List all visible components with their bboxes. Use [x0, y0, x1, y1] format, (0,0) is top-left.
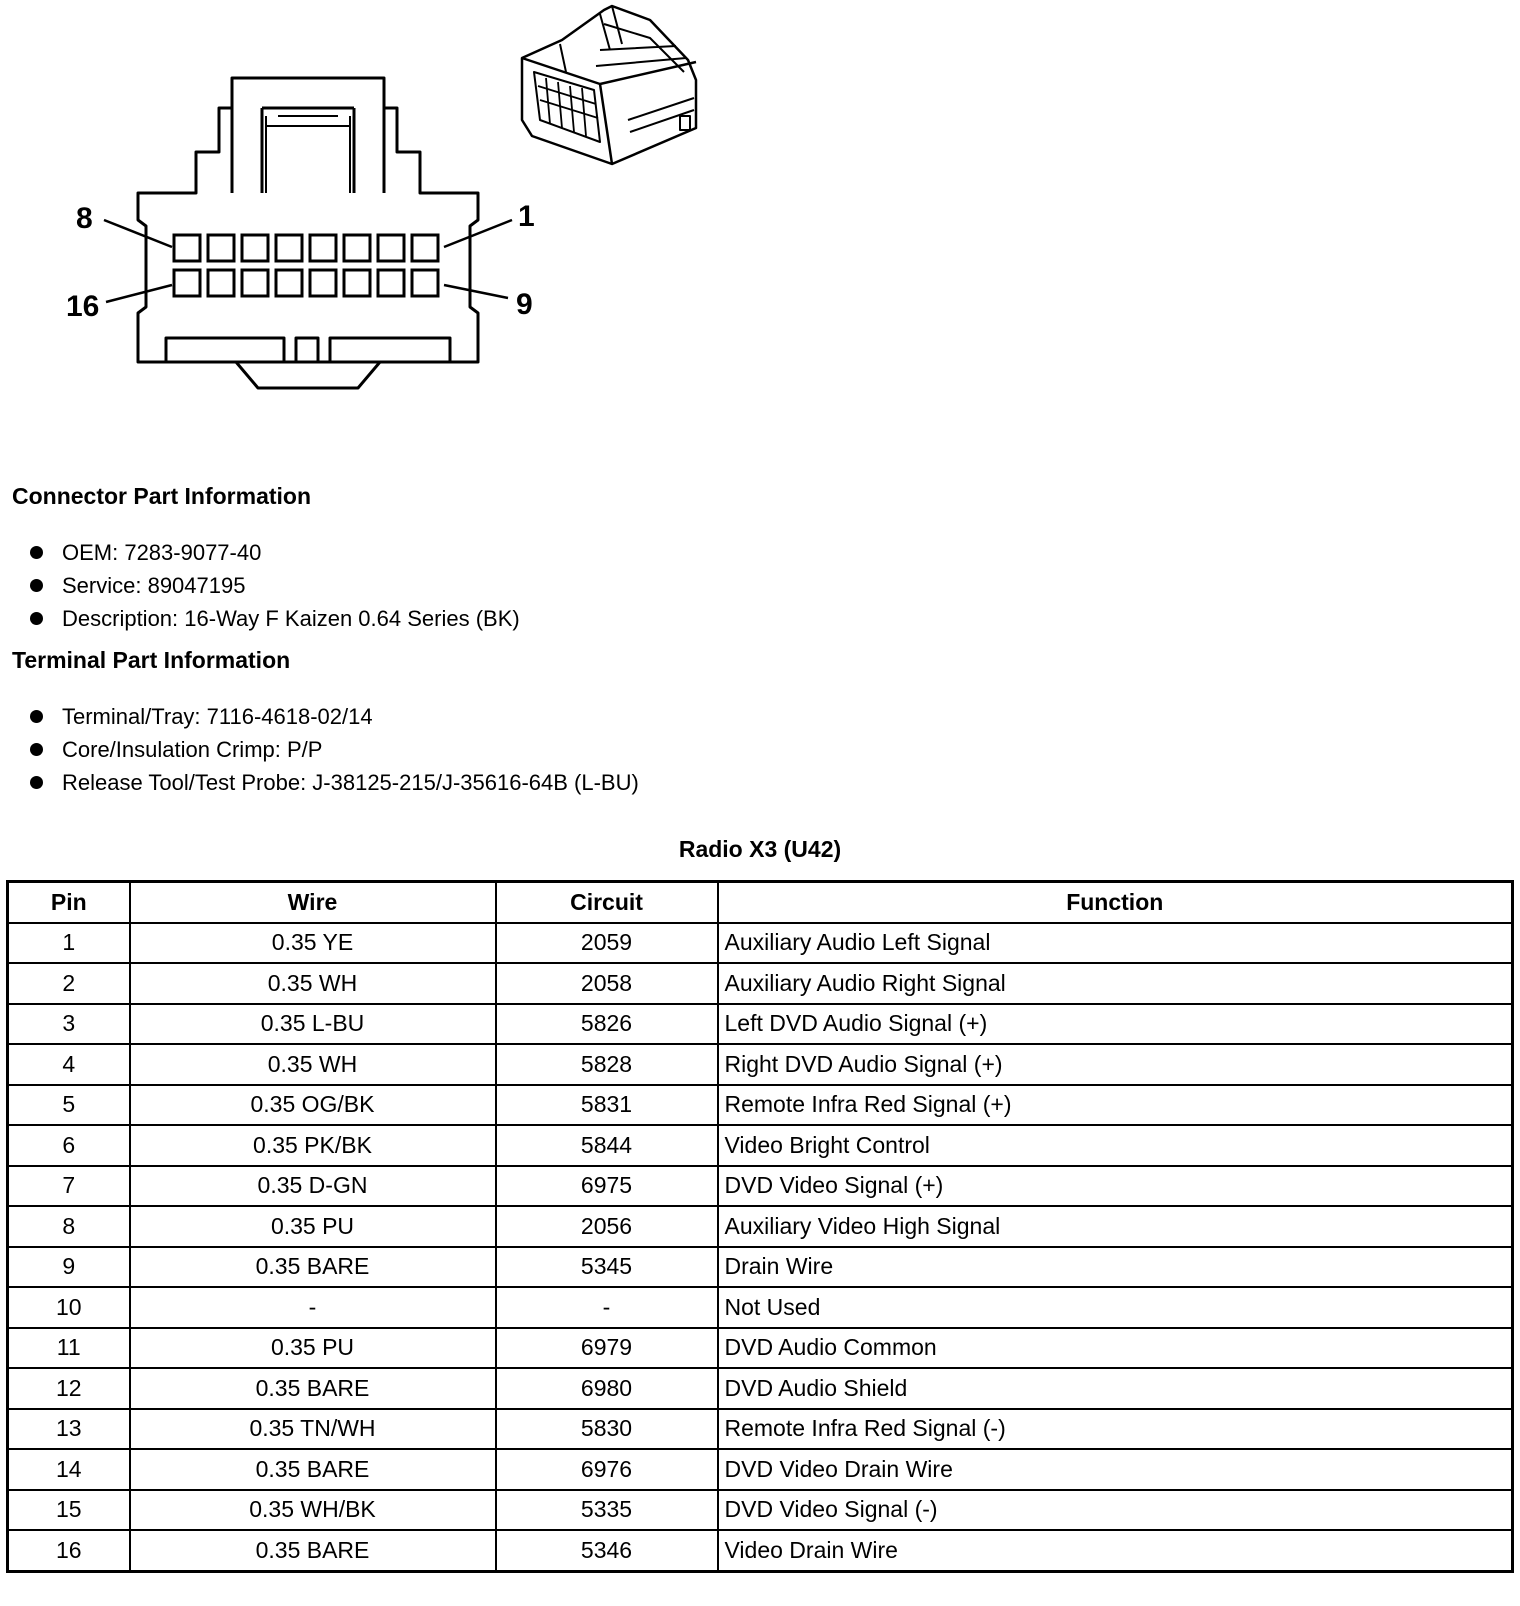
cell-pin: 10: [8, 1287, 130, 1328]
cell-circuit: 5345: [496, 1247, 718, 1288]
cell-function: Remote Infra Red Signal (-): [718, 1409, 1513, 1450]
cell-pin: 5: [8, 1085, 130, 1126]
bullet-icon: [30, 710, 43, 723]
cell-wire: 0.35 PU: [130, 1328, 496, 1369]
cell-pin: 9: [8, 1247, 130, 1288]
cell-wire: 0.35 PU: [130, 1206, 496, 1247]
list-item: [30, 569, 520, 602]
header-wire: Wire: [130, 882, 496, 923]
cell-pin: 4: [8, 1044, 130, 1085]
table-row: [8, 1409, 1513, 1450]
cell-pin: 13: [8, 1409, 130, 1450]
cell-function: Video Drain Wire: [718, 1530, 1513, 1571]
bullet-icon: [30, 579, 43, 592]
cell-function: Auxiliary Audio Right Signal: [718, 963, 1513, 1004]
pin-cavity: [208, 270, 234, 296]
table-row: [8, 1247, 1513, 1288]
connector-description: Description: 16-Way F Kaizen 0.64 Series (BK): [62, 606, 520, 631]
cell-wire: 0.35 YE: [130, 923, 496, 964]
pin-cavity: [242, 270, 268, 296]
cell-circuit: 2059: [496, 923, 718, 964]
cell-pin: 6: [8, 1125, 130, 1166]
connector-latch-hood: [232, 108, 384, 193]
cell-pin: 1: [8, 923, 130, 964]
cell-function: DVD Video Signal (+): [718, 1166, 1513, 1207]
connector-oem: OEM: 7283-9077-40: [62, 540, 262, 565]
pin-cavity: [242, 235, 268, 261]
cell-function: Remote Infra Red Signal (+): [718, 1085, 1513, 1126]
cell-function: Drain Wire: [718, 1247, 1513, 1288]
table-row: [8, 1166, 1513, 1207]
cell-wire: 0.35 WH/BK: [130, 1490, 496, 1531]
pin-cavity: [378, 270, 404, 296]
cell-wire: 0.35 D-GN: [130, 1166, 496, 1207]
cell-wire: 0.35 L-BU: [130, 1004, 496, 1045]
pin-cavity: [310, 235, 336, 261]
table-row: [8, 1328, 1513, 1369]
pin-cavity: [378, 235, 404, 261]
table-row: [8, 1206, 1513, 1247]
cell-pin: 15: [8, 1490, 130, 1531]
cell-function: DVD Audio Shield: [718, 1368, 1513, 1409]
table-row: [8, 923, 1513, 964]
cell-circuit: 5826: [496, 1004, 718, 1045]
pin-cavity: [344, 235, 370, 261]
cell-circuit: 5844: [496, 1125, 718, 1166]
terminal-info-list: [30, 700, 639, 799]
cell-pin: 8: [8, 1206, 130, 1247]
pin-label-16: 16: [66, 290, 100, 323]
pin-cavity: [412, 270, 438, 296]
cell-circuit: 2056: [496, 1206, 718, 1247]
cell-wire: 0.35 TN/WH: [130, 1409, 496, 1450]
pin-label-1: 1: [518, 200, 535, 233]
table-row: [8, 1530, 1513, 1571]
pin-cavity: [412, 235, 438, 261]
cell-circuit: 2058: [496, 963, 718, 1004]
cell-pin: 2: [8, 963, 130, 1004]
cell-function: DVD Video Drain Wire: [718, 1449, 1513, 1490]
cell-function: Video Bright Control: [718, 1125, 1513, 1166]
cell-wire: 0.35 OG/BK: [130, 1085, 496, 1126]
connector-3d-sketch: [522, 6, 696, 164]
table-row: [8, 1287, 1513, 1328]
cell-wire: 0.35 WH: [130, 963, 496, 1004]
pin-label-8: 8: [76, 202, 93, 235]
cell-circuit: 6975: [496, 1166, 718, 1207]
cell-wire: 0.35 BARE: [130, 1247, 496, 1288]
pin-cavity: [276, 235, 302, 261]
table-row: [8, 1368, 1513, 1409]
cell-function: Right DVD Audio Signal (+): [718, 1044, 1513, 1085]
cell-wire: 0.35 WH: [130, 1044, 496, 1085]
table-row: [8, 1490, 1513, 1531]
cell-circuit: 6980: [496, 1368, 718, 1409]
table-row: [8, 1044, 1513, 1085]
cell-pin: 11: [8, 1328, 130, 1369]
cell-circuit: 6976: [496, 1449, 718, 1490]
cell-function: DVD Audio Common: [718, 1328, 1513, 1369]
pin-cavity: [174, 270, 200, 296]
terminal-crimp: Core/Insulation Crimp: P/P: [62, 737, 323, 762]
pin-cavity: [208, 235, 234, 261]
header-circuit: Circuit: [496, 882, 718, 923]
table-title: Radio X3 (U42): [678, 836, 842, 862]
header-pin: Pin: [8, 882, 130, 923]
cell-circuit: 6979: [496, 1328, 718, 1369]
pin-cavity: [344, 270, 370, 296]
terminal-release-tool: Release Tool/Test Probe: J-38125-215/J-35616-64B (L-BU): [62, 770, 639, 795]
cell-pin: 7: [8, 1166, 130, 1207]
cell-circuit: 5828: [496, 1044, 718, 1085]
bullet-icon: [30, 546, 43, 559]
list-item: [30, 536, 520, 569]
table-row: [8, 1449, 1513, 1490]
table-header-row: [8, 882, 1513, 923]
bullet-icon: [30, 612, 43, 625]
connector-info-list: [30, 536, 520, 635]
connector-info-heading: Connector Part Information: [12, 483, 312, 509]
cell-function: Not Used: [718, 1287, 1513, 1328]
cell-pin: 12: [8, 1368, 130, 1409]
bullet-icon: [30, 743, 43, 756]
cell-circuit: 5346: [496, 1530, 718, 1571]
connector-key-tab: [236, 362, 380, 388]
cell-pin: 16: [8, 1530, 130, 1571]
header-function: Function: [718, 882, 1513, 923]
cell-circuit: 5830: [496, 1409, 718, 1450]
terminal-tray: Terminal/Tray: 7116-4618-02/14: [62, 704, 373, 729]
list-item: [30, 700, 639, 733]
cell-pin: 3: [8, 1004, 130, 1045]
list-item: [30, 602, 520, 635]
cell-wire: 0.35 BARE: [130, 1449, 496, 1490]
pin-cavity: [276, 270, 302, 296]
connector-service: Service: 89047195: [62, 573, 246, 598]
pin-cavity: [310, 270, 336, 296]
connector-diagram: [0, 0, 760, 440]
pin-label-9: 9: [516, 288, 533, 321]
cell-function: Left DVD Audio Signal (+): [718, 1004, 1513, 1045]
cell-wire: 0.35 BARE: [130, 1530, 496, 1571]
terminal-info-heading: Terminal Part Information: [12, 647, 291, 673]
cell-wire: -: [130, 1287, 496, 1328]
table-row: [8, 963, 1513, 1004]
pin-cavity: [174, 235, 200, 261]
list-item: [30, 733, 639, 766]
cell-function: Auxiliary Video High Signal: [718, 1206, 1513, 1247]
cell-function: Auxiliary Audio Left Signal: [718, 923, 1513, 964]
list-item: [30, 766, 639, 799]
bullet-icon: [30, 776, 43, 789]
cell-circuit: -: [496, 1287, 718, 1328]
table-row: [8, 1085, 1513, 1126]
cell-circuit: 5335: [496, 1490, 718, 1531]
cell-pin: 14: [8, 1449, 130, 1490]
cell-function: DVD Video Signal (-): [718, 1490, 1513, 1531]
connector-face-outline: [138, 78, 478, 362]
table-row: [8, 1004, 1513, 1045]
cell-circuit: 5831: [496, 1085, 718, 1126]
cell-wire: 0.35 BARE: [130, 1368, 496, 1409]
pinout-table: [6, 880, 1514, 1573]
table-row: [8, 1125, 1513, 1166]
cell-wire: 0.35 PK/BK: [130, 1125, 496, 1166]
